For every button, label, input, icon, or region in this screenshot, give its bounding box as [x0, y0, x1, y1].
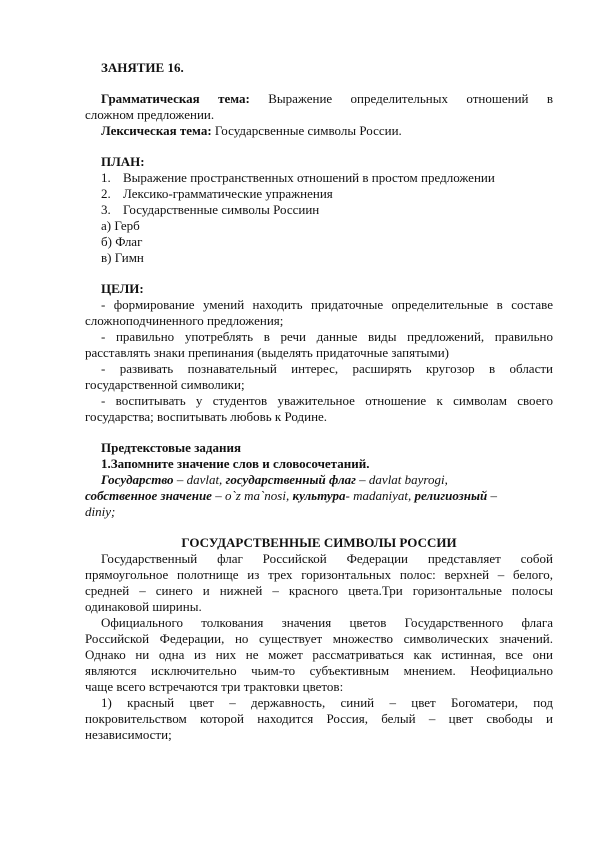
grammar-topic-label: Грамматическая тема: [101, 91, 250, 106]
grammar-topic-text: Выражение определительных отношений в [249, 91, 554, 106]
article-line: покровительством которой находится Россия, белый – цвет свободы и [85, 711, 553, 726]
vocabulary-term: государственный флаг [225, 472, 356, 487]
article-line: Однако ни одна из них не может рассматриваться как истинная, все они [85, 647, 553, 662]
goals-line: - правильно употреблять в речи данные виды предложений, правильно [101, 329, 553, 344]
goals-line: - формирование умений находить придаточные определительные в составе [101, 297, 553, 312]
plan-item-text: Лексико-грамматические упражнения [123, 186, 333, 201]
plan-subitem: а) Герб [101, 218, 140, 233]
vocabulary-term: Государство [101, 472, 174, 487]
article-line: Официального толкования значения цветов Государственного флага [101, 615, 553, 630]
vocabulary-translation: – o`z ma`nosi, [211, 488, 293, 503]
vocabulary-translation: – [487, 488, 497, 503]
plan-item-number: 2. [101, 186, 111, 201]
goals-line: государства; воспитывать любовь к Родине. [85, 409, 328, 424]
grammar-topic-text-cont: сложном предложении. [85, 107, 215, 122]
article-line: прямоугольное полотнище из трех горизонтальных полос: верхней – белого, [85, 567, 553, 582]
goals-line: - воспитывать у студентов уважительное отношение к символам своего [101, 393, 553, 408]
vocabulary-line: diniy; [85, 504, 116, 519]
vocabulary-line [85, 488, 497, 504]
pretext-task: 1.Запомните значение слов и словосочетаний. [101, 456, 370, 471]
plan-item [101, 186, 333, 202]
goals-line: - развивать познавательный интерес, расширять кругозор в области [101, 361, 553, 376]
plan-item-number: 1. [101, 170, 111, 185]
plan-item [101, 202, 320, 218]
article-line: являются исключительно чьим-то субъективным мнением. Неофициально [85, 663, 553, 678]
pretext-heading: Предтекстовые задания [101, 440, 242, 455]
plan-subitem: в) Гимн [101, 250, 144, 265]
plan-item-number: 3. [101, 202, 111, 217]
vocabulary-translation: – davlat bayrogi, [355, 472, 448, 487]
article-line: одинаковой ширины. [85, 599, 202, 614]
grammar-topic-line [101, 91, 553, 107]
lexical-topic-line [101, 123, 402, 139]
plan-subitem: б) Флаг [101, 234, 143, 249]
vocabulary-term: религиозный [414, 488, 488, 503]
article-line: средней – синего и нижней – красного цвета.Три горизонтальные полосы [85, 583, 553, 598]
vocabulary-translation: - madaniyat, [345, 488, 415, 503]
vocabulary-translation: – davlat, [173, 472, 226, 487]
plan-item [101, 170, 495, 186]
article-title: ГОСУДАРСТВЕННЫЕ СИМВОЛЫ РОССИИ [181, 535, 457, 550]
article-line: 1) красный цвет – державность, синий – цвет Богоматери, под [101, 695, 553, 710]
lexical-topic-text: Государсвенные символы России. [211, 123, 402, 138]
goals-heading: ЦЕЛИ: [101, 281, 144, 296]
goals-line: государственной символики; [85, 377, 245, 392]
article-line: Российской Федерации, но существует множество символических значений. [85, 631, 553, 646]
vocabulary-term: культура [292, 488, 346, 503]
vocabulary-line [101, 472, 448, 488]
goals-line: расставлять знаки препинания (выделять придаточные запятыми) [85, 345, 450, 360]
plan-item-text: Государственные символы Россиин [123, 202, 320, 217]
lexical-topic-label: Лексическая тема: [101, 123, 212, 138]
article-line: чаще всего встречаются три трактовки цветов: [85, 679, 344, 694]
vocabulary-term: собственное значение [85, 488, 212, 503]
article-line: независимости; [85, 727, 172, 742]
lesson-title: ЗАНЯТИЕ 16. [101, 60, 184, 75]
goals-line: сложноподчиненного предложения; [85, 313, 284, 328]
plan-item-text: Выражение пространственных отношений в простом предложении [123, 170, 495, 185]
plan-heading: ПЛАН: [101, 154, 145, 169]
article-line: Государственный флаг Российской Федерации представляет собой [101, 551, 553, 566]
